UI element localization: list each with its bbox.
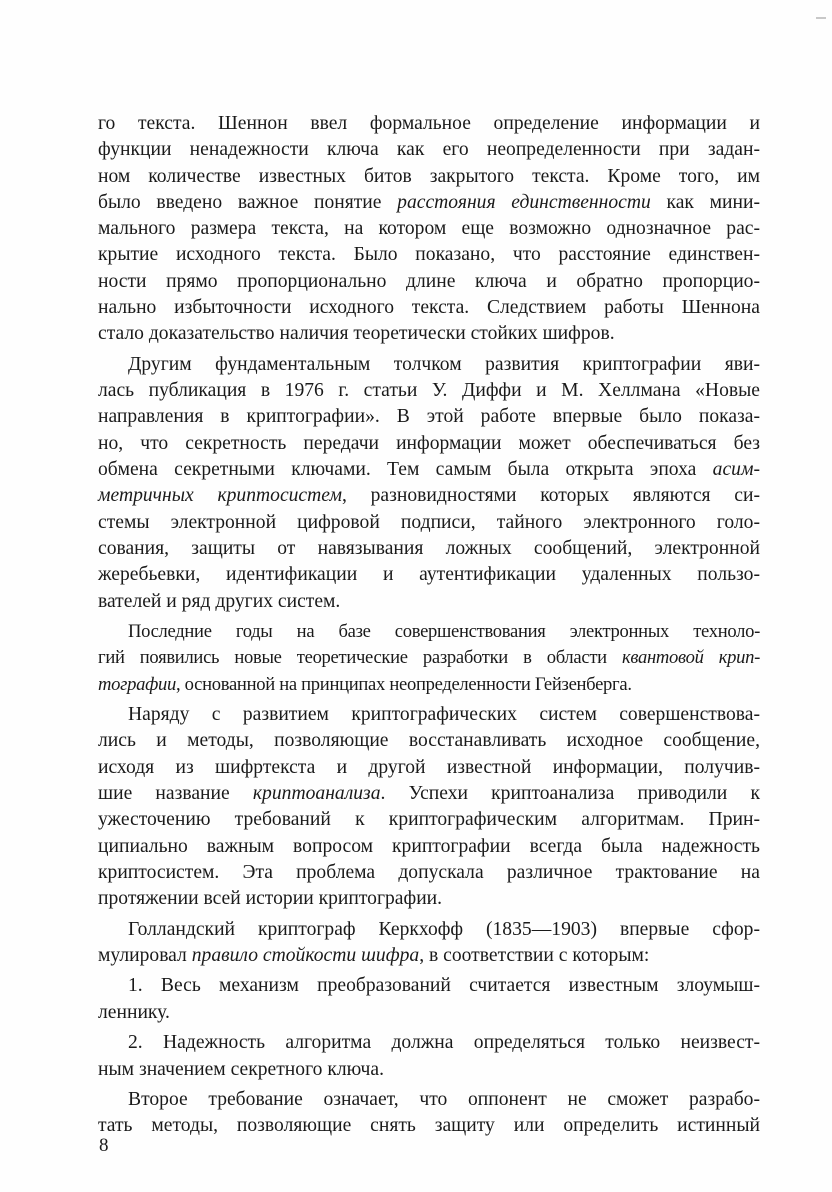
text-run: ужесточению требований к криптографическим алгоритмам. Прин- [98,809,760,831]
text-line [98,190,760,216]
italic-term: расстояния единственности [397,191,651,213]
text-line [98,973,760,999]
text-line [98,378,760,404]
text-line [98,242,760,268]
italic-term: метричных криптосистем [98,485,342,507]
text-run: ным значением секретного ключа. [98,1058,384,1080]
text-line [98,589,760,615]
text-run: Голландский криптограф Керкхофф (1835—1903) впервые сфор- [128,918,760,940]
text-line [98,483,760,509]
paragraph [98,1087,760,1140]
italic-term: асим- [712,459,760,481]
text-line [98,755,760,781]
text-run: 1. Весь механизм преобразований считается известным злоумыш- [128,975,760,997]
paragraph [98,973,760,1026]
text-run: направления в криптографии». В этой работе впервые было показа- [98,406,760,428]
text-run: функции ненадежности ключа как его неопределенности при задан- [98,139,760,161]
text-line [98,562,760,588]
text-line [98,834,760,860]
text-run: мального размера текста, на котором еще возможно однозначное рас- [98,218,760,240]
text-run: леннику. [98,1001,170,1023]
text-line [98,111,760,137]
text-line [98,164,760,190]
text-line [98,728,760,754]
text-run: стало доказательство наличия теоретически стойких шифров. [98,323,615,345]
text-run: шие название [98,782,253,804]
text-line [98,943,760,969]
text-run: , в соответствии с которым: [419,944,650,966]
paragraph [98,917,760,970]
text-run: гий появились новые теоретические разработки в области [98,647,622,669]
text-line [98,269,760,295]
text-run: сования, защиты от навязывания ложных сообщений, электронной [98,537,760,559]
text-run: обмена секретными ключами. Тем самым была открыта эпоха [98,459,713,481]
paragraph [98,619,760,698]
text-line [98,645,760,671]
text-line [98,1087,760,1113]
text-line [98,781,760,807]
text-line [98,1000,760,1026]
text-line [98,702,760,728]
body-text [98,111,760,1140]
text-line [98,216,760,242]
text-line [98,1057,760,1083]
text-line [98,1113,760,1139]
italic-term: квантовой крип- [621,647,760,669]
text-run: жеребьевки, идентификации и аутентификации удаленных пользо- [98,564,760,586]
italic-term: криптоанализа [252,782,381,804]
paragraph [98,352,760,615]
text-line [98,1030,760,1056]
text-run: 2. Надежность алгоритма должна определяться только неизвест- [128,1032,760,1054]
text-run: Второе требование означает, что оппонент не сможет разрабо- [128,1089,760,1110]
text-run: исходя из шифртекста и другой известной информации, получив- [98,756,760,778]
text-run: лась публикация в 1976 г. статьи У. Диффи и М. Хеллмана «Новые [98,380,760,402]
scan-corner-mark [816,17,826,19]
text-run: ном количестве известных битов закрытого текста. Кроме того, им [98,165,760,187]
text-run: Последние годы на базе совершенствования электронных техноло- [128,621,760,643]
text-line [98,807,760,833]
text-line [98,321,760,347]
text-run: нально избыточности исходного текста. Следствием работы Шеннона [98,297,760,319]
text-line [98,619,760,645]
text-run: Наряду с развитием криптографических систем совершенствова- [128,704,760,726]
text-run: криптосистем. Эта проблема допускала различное трактование на [98,861,760,883]
text-run: Другим фундаментальным толчком развития криптографии яви- [128,353,760,375]
paragraph [98,702,760,912]
text-run: тать методы, позволяющие снять защиту или определить истинный [98,1115,760,1137]
text-run: стемы электронной цифровой подписи, тайного электронного голо- [98,511,760,533]
text-line [98,917,760,943]
text-line [98,860,760,886]
text-run: протяжении всей истории криптографии. [98,888,443,910]
paragraph [98,111,760,348]
text-run: как мини- [650,191,760,213]
text-line [98,137,760,163]
text-line [98,886,760,912]
text-line [98,672,760,698]
text-run: мулировал [98,944,192,966]
text-run: . Успехи криптоанализа приводили к [380,782,760,804]
page-number: 8 [99,1135,109,1156]
text-line [98,295,760,321]
text-run: ности прямо пропорционально длине ключа и обратно пропорцио- [98,270,760,292]
text-run: , разновидностями которых являются си- [342,485,760,507]
text-run: но, что секретность передачи информации может обеспечиваться без [98,432,760,454]
text-run: было введено важное понятие [98,191,398,213]
text-run: лись и методы, позволяющие восстанавливать исходное сообщение, [98,730,760,752]
text-run: , основанной на принципах неопределенности Гейзенберга. [175,673,632,695]
paragraph [98,1030,760,1083]
text-run: крытие исходного текста. Было показано, что расстояние единствен- [98,244,760,266]
text-run: вателей и ряд других систем. [98,590,341,612]
text-line [98,536,760,562]
italic-term: тографии [98,673,176,695]
text-line [98,352,760,378]
text-line [98,510,760,536]
text-line [98,457,760,483]
text-run: го текста. Шеннон ввел формальное определение информации и [98,113,760,134]
text-line [98,404,760,430]
text-run: ципиально важным вопросом криптографии всегда была надежность [98,835,760,857]
italic-term: правило стойкости шифра [191,944,420,966]
text-line [98,431,760,457]
